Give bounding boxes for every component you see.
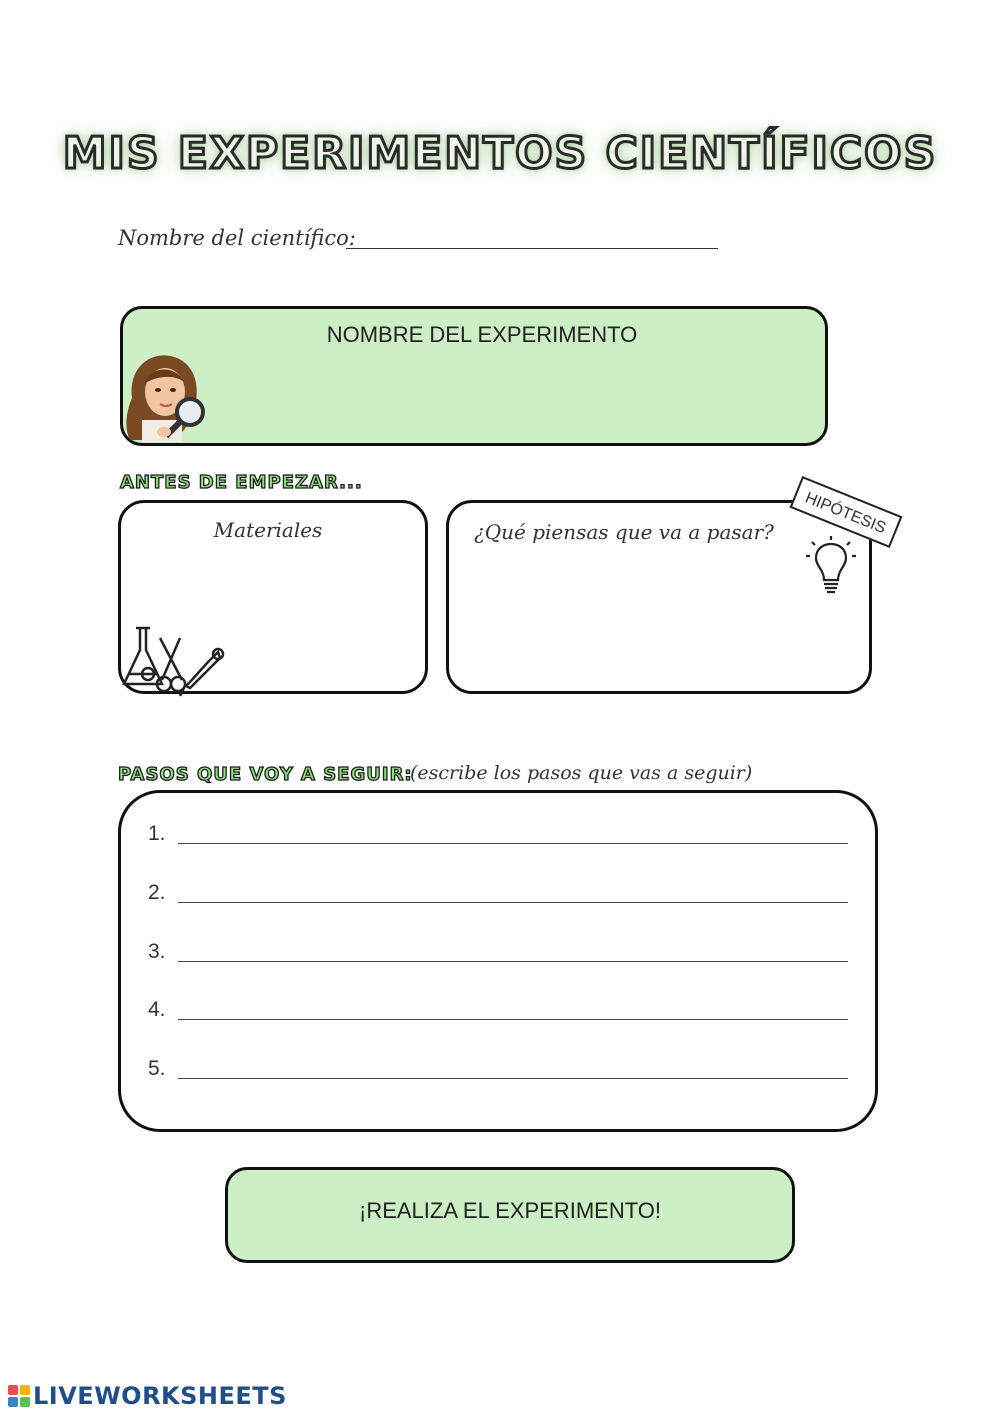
step-answer-line[interactable]	[178, 961, 848, 962]
scientist-avatar-icon	[120, 348, 216, 444]
step-number: 2.	[148, 881, 166, 904]
before-start-heading: ANTES DE EMPEZAR...	[120, 472, 363, 493]
step-row[interactable]	[148, 990, 848, 1020]
liveworksheets-logo-icon	[8, 1385, 30, 1407]
step-answer-line[interactable]	[178, 1019, 848, 1020]
step-row[interactable]	[148, 814, 848, 844]
lightbulb-icon	[804, 536, 860, 598]
lab-tools-icon	[120, 622, 228, 700]
page-title: MIS EXPERIMENTOS CIENTÍFICOS	[62, 128, 938, 179]
step-answer-line[interactable]	[178, 1078, 848, 1079]
step-answer-line[interactable]	[178, 843, 848, 844]
footer-logo[interactable]	[8, 1381, 287, 1411]
steps-heading: PASOS QUE VOY A SEGUIR:	[118, 764, 413, 785]
step-row[interactable]	[148, 873, 848, 903]
hypothesis-tag: HIPÓTESIS	[790, 476, 903, 548]
hypothesis-question: ¿Qué piensas que va a pasar?	[474, 520, 774, 544]
scientist-name-label: Nombre del científico:	[118, 226, 356, 250]
step-row[interactable]	[148, 1049, 848, 1079]
step-number: 1.	[148, 822, 166, 845]
footer-logo-text: LIVEWORKSHEETS	[33, 1382, 287, 1410]
scientist-name-field[interactable]	[346, 248, 718, 249]
steps-note: (escribe los pasos que vas a seguir)	[410, 762, 753, 784]
materials-label: Materiales	[213, 518, 323, 542]
experiment-name-label: NOMBRE DEL EXPERIMENTO	[326, 322, 638, 347]
step-answer-line[interactable]	[178, 902, 848, 903]
step-number: 5.	[148, 1057, 166, 1080]
step-row[interactable]	[148, 932, 848, 962]
step-number: 3.	[148, 940, 166, 963]
do-experiment-label: ¡REALIZA EL EXPERIMENTO!	[359, 1198, 661, 1223]
step-number: 4.	[148, 998, 166, 1021]
